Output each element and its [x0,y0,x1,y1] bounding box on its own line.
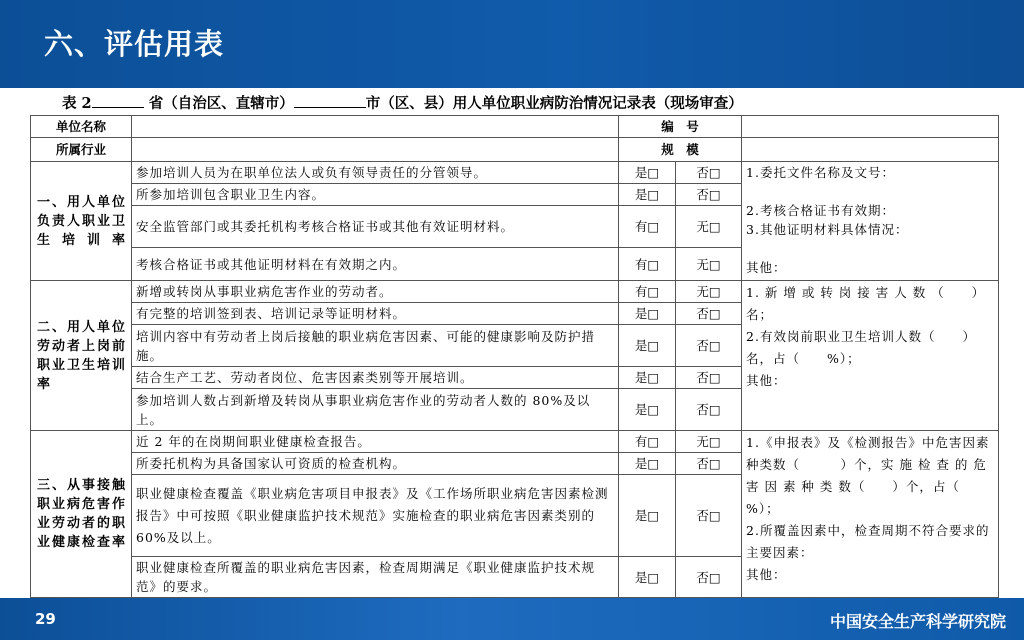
option-has-checkbox[interactable]: 有□ [619,206,676,248]
option-no-checkbox[interactable]: 否□ [676,162,742,184]
info-row-1 [31,116,999,138]
number-label: 编 号 [619,116,742,138]
table-row [31,162,999,184]
section-3-notes [742,431,999,598]
option-none-checkbox[interactable]: 无□ [676,248,742,281]
option-yes-checkbox[interactable]: 是□ [619,184,676,206]
option-has-checkbox[interactable]: 有□ [619,281,676,303]
caption-blank-2 [294,95,366,108]
caption-table-number: 表 2 [62,95,92,112]
criterion: 培训内容中有劳动者上岗后接触的职业病危害因素、可能的健康影响及防护措施。 [132,325,619,367]
criterion: 所委托机构为具备国家认可资质的检查机构。 [132,453,619,475]
page-number: 29 [35,610,56,628]
criterion: 新增或转岗从事职业病危害作业的劳动者。 [132,281,619,303]
table-caption [62,92,1002,113]
section-2-notes [742,281,999,431]
caption-province: 省（自治区、直辖市） [143,95,294,112]
option-no-checkbox[interactable]: 否□ [676,453,742,475]
note-line: 2.考核合格证书有效期： [746,203,895,218]
unit-name-label: 单位名称 [31,116,132,138]
option-none-checkbox[interactable]: 无□ [676,431,742,453]
option-no-checkbox[interactable]: 否□ [676,475,742,557]
number-value [742,116,999,138]
institution-name: 中国安全生产科学研究院 [829,612,1006,631]
option-yes-checkbox[interactable]: 是□ [619,162,676,184]
option-yes-checkbox[interactable]: 是□ [619,325,676,367]
industry-value [132,138,619,162]
scale-label: 规 模 [619,138,742,162]
note-line: 其他： [746,373,787,388]
caption-blank-1 [92,95,144,108]
criterion: 职业健康检查覆盖《职业病危害项目申报表》及《工作场所职业病危害因素检测报告》中可按照《职业健康监护技术规范》实施检查的职业病危害因素类别的 60%及以上。 [132,475,619,557]
criterion: 所参加培训包含职业卫生内容。 [132,184,619,206]
section-1-title: 一、用人单位负责人职业卫生培训率 [31,162,132,281]
criterion: 参加培训人数占到新增及转岗从事职业病危害作业的劳动者人数的 80%及以上。 [132,389,619,431]
option-no-checkbox[interactable]: 否□ [676,303,742,325]
unit-name-value [132,116,619,138]
criterion: 有完整的培训签到表、培训记录等证明材料。 [132,303,619,325]
table-row [31,281,999,303]
criterion: 近 2 年的在岗期间职业健康检查报告。 [132,431,619,453]
slide-title: 六、评估用表 [44,27,225,61]
criterion: 参加培训人员为在职单位法人或负有领导责任的分管领导。 [132,162,619,184]
table-row [31,431,999,453]
option-no-checkbox[interactable]: 否□ [676,557,742,598]
criterion: 安全监管部门或其委托机构考核合格证书或其他有效证明材料。 [132,206,619,248]
section-2-title: 二、用人单位劳动者上岗前职业卫生培训率 [31,281,132,431]
option-no-checkbox[interactable]: 否□ [676,389,742,431]
option-yes-checkbox[interactable]: 是□ [619,367,676,389]
criterion: 职业健康检查所覆盖的职业病危害因素，检查周期满足《职业健康监护技术规范》的要求。 [132,557,619,598]
option-no-checkbox[interactable]: 否□ [676,325,742,367]
option-has-checkbox[interactable]: 有□ [619,248,676,281]
option-no-checkbox[interactable]: 否□ [676,184,742,206]
option-none-checkbox[interactable]: 无□ [676,281,742,303]
note-line: 1.委托文件名称及文号： [746,165,895,180]
option-no-checkbox[interactable]: 否□ [676,367,742,389]
criterion: 考核合格证书或其他证明材料在有效期之内。 [132,248,619,281]
note-line: 1. 新 增 或 转 岗 接 害 人 数 （ ）名； [746,285,986,322]
section-3-title: 三、从事接触职业病危害作业劳动者的职业健康检查率 [31,431,132,598]
info-row-2 [31,138,999,162]
option-yes-checkbox[interactable]: 是□ [619,303,676,325]
note-line: 其他： [746,567,787,582]
option-none-checkbox[interactable]: 无□ [676,206,742,248]
caption-city: 市（区、县）用人单位职业病防治情况记录表（现场审查） [365,95,743,112]
criterion: 结合生产工艺、劳动者岗位、危害因素类别等开展培训。 [132,367,619,389]
note-line: 1.《申报表》及《检测报告》中危害因素种类数（ ）个，实 施 检 查 的 危 害 因 素 种 类 数（ ）个，占（ %）； [746,435,990,516]
option-yes-checkbox[interactable]: 是□ [619,389,676,431]
slide-header [0,0,1024,88]
option-has-checkbox[interactable]: 有□ [619,431,676,453]
option-yes-checkbox[interactable]: 是□ [619,453,676,475]
option-yes-checkbox[interactable]: 是□ [619,475,676,557]
note-line: 3.其他证明材料具体情况： [746,222,909,237]
option-yes-checkbox[interactable]: 是□ [619,557,676,598]
note-line: 其他： [746,260,787,275]
note-line: 2.所覆盖因素中，检查周期不符合要求的主要因素： [746,523,990,560]
industry-label: 所属行业 [31,138,132,162]
scale-value [742,138,999,162]
record-table [30,115,999,598]
note-line: 2.有效岗前职业卫生培训人数（ ）名，占（ %）； [746,329,976,366]
slide-footer [0,598,1024,640]
section-1-notes [742,162,999,281]
